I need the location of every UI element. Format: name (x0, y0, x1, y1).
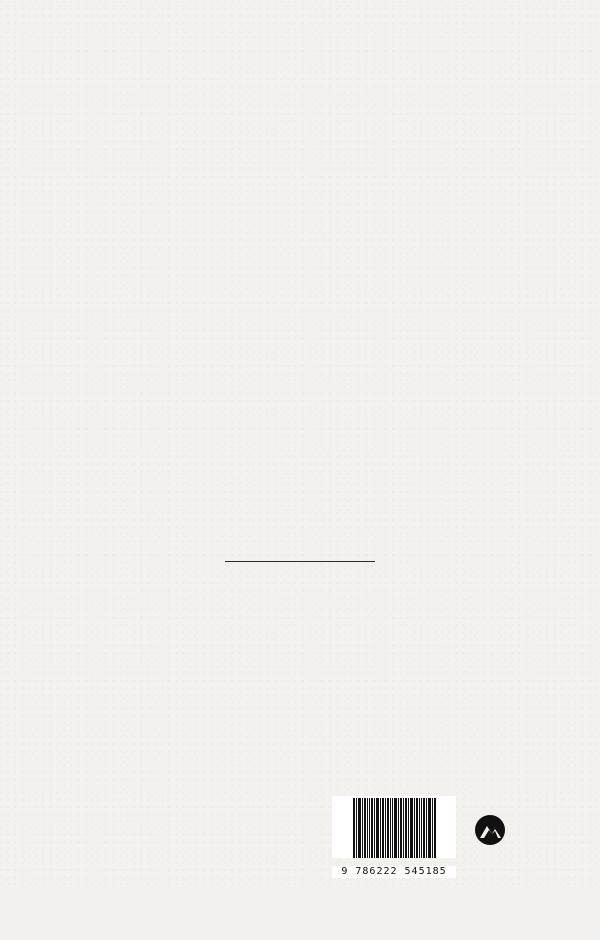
barcode-bar (405, 798, 407, 858)
barcode-bar (392, 798, 393, 858)
body-line-6 (48, 692, 552, 716)
barcode-bar (382, 798, 384, 858)
intro-line-3 (48, 175, 552, 199)
barcode-bar (376, 798, 379, 858)
excerpt-line-1 (48, 235, 552, 259)
excerpt-line-11 (48, 475, 552, 499)
body-line-8 (48, 740, 552, 764)
excerpt-line-6 (48, 355, 552, 379)
excerpt-line-12 (48, 499, 552, 523)
body-line-2 (48, 596, 552, 620)
barcode-bar (353, 798, 355, 858)
barcode-bar (387, 798, 389, 858)
barcode-bar (426, 798, 427, 858)
body-line-9 (48, 764, 552, 788)
barcode-bar (371, 798, 373, 858)
excerpt-line-13 (48, 523, 552, 547)
barcode-bar (362, 798, 363, 858)
barcode-bar (423, 798, 425, 858)
body-line-5 (48, 668, 552, 692)
excerpt-line-5 (48, 331, 552, 355)
excerpt-paragraph (48, 235, 552, 547)
barcode-bar (358, 798, 361, 858)
barcode-bars (332, 796, 456, 858)
barcode-bar (364, 798, 366, 858)
isbn-barcode (332, 796, 456, 880)
excerpt-line-3 (48, 283, 552, 307)
closing-line-4 (48, 892, 552, 916)
excerpt-line-10 (48, 451, 552, 475)
barcode-bar (400, 798, 402, 858)
barcode-bar (416, 798, 418, 858)
barcode-number: 9 786222 545185 (332, 866, 456, 878)
excerpt-line-4 (48, 307, 552, 331)
body-line-3 (48, 620, 552, 644)
body-line-1 (48, 572, 552, 596)
body-paragraph (48, 572, 552, 812)
barcode-bar (380, 798, 381, 858)
barcode-bar (398, 798, 399, 858)
intro-spacing (48, 223, 552, 235)
barcode-bar (385, 798, 386, 858)
barcode-bar (432, 798, 433, 858)
barcode-bar (390, 798, 391, 858)
barcode-bar (419, 798, 420, 858)
barcode-bar (367, 798, 368, 858)
excerpt-line-8 (48, 403, 552, 427)
excerpt-line-2 (48, 259, 552, 283)
barcode-bar (408, 798, 409, 858)
barcode-bar (410, 798, 413, 858)
barcode-bar (394, 798, 397, 858)
mountains-icon (474, 814, 506, 858)
barcode-bar (428, 798, 431, 858)
footer-area (0, 808, 600, 888)
intro-line-4 (48, 199, 552, 223)
excerpt-line-9 (48, 427, 552, 451)
barcode-bar (421, 798, 422, 858)
barcode-bar (403, 798, 404, 858)
excerpt-line-7 (48, 379, 552, 403)
barcode-bar (434, 798, 436, 858)
section-divider (225, 561, 375, 562)
intro-line-1 (48, 127, 552, 151)
barcode-bar (374, 798, 375, 858)
publisher-logo (474, 814, 506, 868)
price-label (458, 800, 474, 880)
body-line-4 (48, 644, 552, 668)
barcode-bar (414, 798, 415, 858)
closing-line-5 (48, 916, 552, 940)
body-line-7 (48, 716, 552, 740)
intro-line-2 (48, 151, 552, 175)
barcode-bar (369, 798, 370, 858)
barcode-bar (356, 798, 357, 858)
intro-paragraph (48, 127, 552, 223)
